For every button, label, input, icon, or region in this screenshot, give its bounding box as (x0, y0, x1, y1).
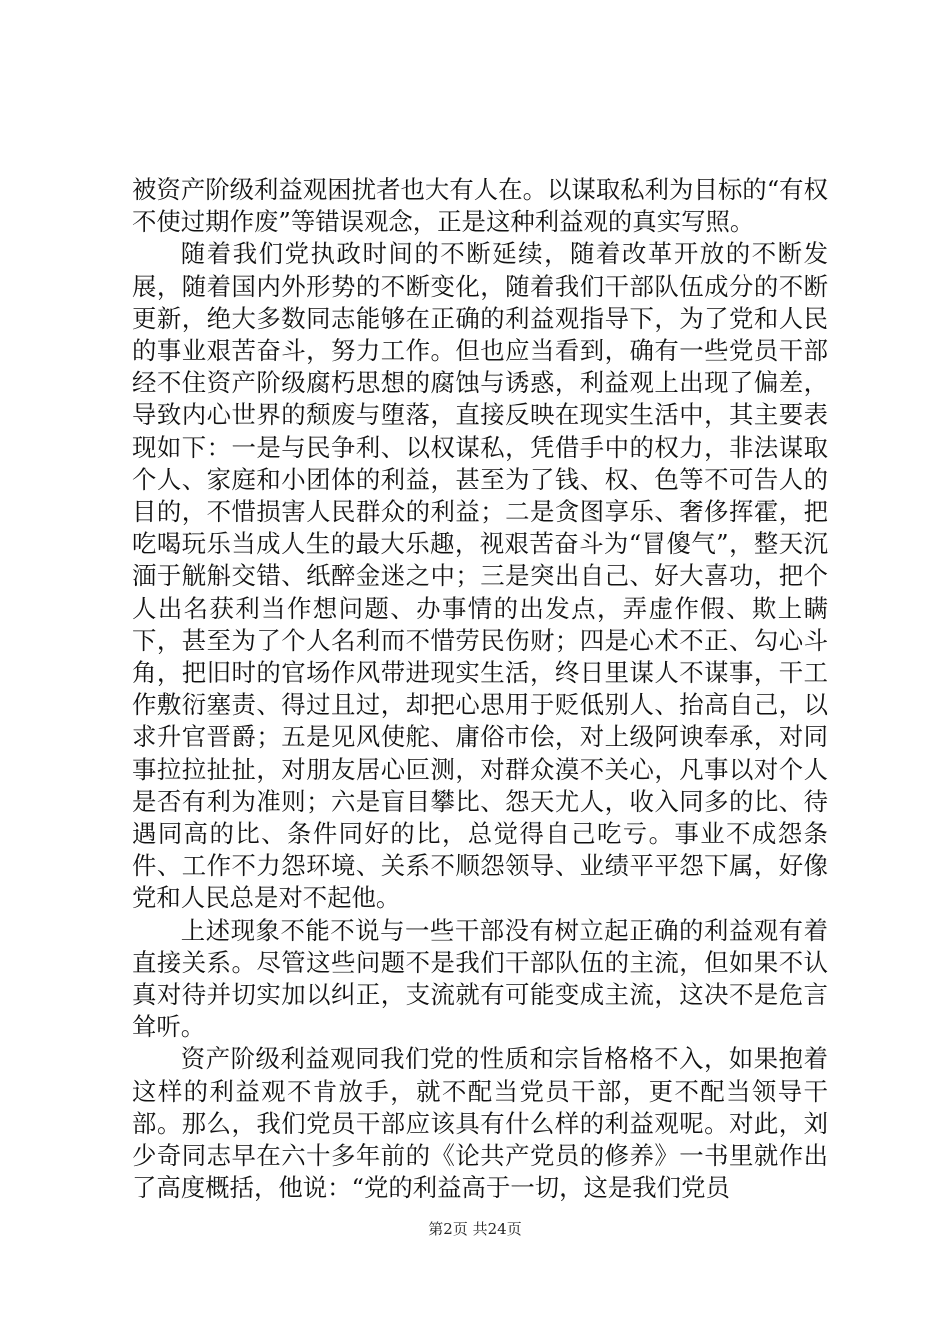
paragraph-1: 被资产阶级利益观困扰者也大有人在。以谋取私利为目标的“有权不使过期作废”等错误观念，正是这种利益观的真实写照。 (132, 175, 828, 237)
paragraph-2: 随着我们党执政时间的不断延续，随着改革开放的不断发展，随着国内外形势的不断变化，随着我们干部队伍成分的不断更新，绝大多数同志能够在正确的利益观指导下，为了党和人民的事业艰苦奋斗，努力工作。但也应当看到，确有一些党员干部经不住资产阶级腐朽思想的腐蚀与诱惑，利益观上出现了偏差，导致内心世界的颓废与堕落，直接反映在现实生活中，其主要表现如下：一是与民争利、以权谋私，凭借手中的权力，非法谋取个人、家庭和小团体的利益，甚至为了钱、权、色等不可告人的目的，不惜损害人民群众的利益；二是贪图享乐、奢侈挥霍，把吃喝玩乐当成人生的最大乐趣，视艰苦奋斗为“冒傻气”，整天沉湎于觥斛交错、纸醉金迷之中；三是突出自己、好大喜功，把个人出名获利当作想问题、办事情的出发点，弄虚作假、欺上瞒下，甚至为了个人名利而不惜劳民伤财；四是心术不正、勾心斗角，把旧时的官场作风带进现实生活，终日里谋人不谋事，干工作敷衍塞责、得过且过，却把心思用于贬低别人、抬高自己，以求升官晋爵；五是见风使舵、庸俗市侩，对上级阿谀奉承，对同事拉拉扯扯，对朋友居心叵测，对群众漠不关心，凡事以对个人是否有利为准则；六是盲目攀比、怨天尤人，收入同多的比、待遇同高的比、条件同好的比，总觉得自己吃亏。事业不成怨条件、工作不力怨环境、关系不顺怨领导、业绩平平怨下属，好像党和人民总是对不起他。 (132, 239, 828, 913)
paragraph-3: 上述现象不能不说与一些干部没有树立起正确的利益观有着直接关系。尽管这些问题不是我们干部队伍的主流，但如果不认真对待并切实加以纠正，支流就有可能变成主流，这决不是危言耸听。 (132, 915, 828, 1042)
page-footer: 第2页 共24页 (428, 1220, 522, 1238)
paragraph-4: 资产阶级利益观同我们党的性质和宗旨格格不入，如果抱着这样的利益观不肯放手，就不配当党员干部，更不配当领导干部。那么，我们党员干部应该具有什么样的利益观呢。对此，刘少奇同志早在六十多年前的《论共产党员的修养》一书里就作出了高度概括，他说：“党的利益高于一切，这是我们党员 (132, 1044, 828, 1203)
document-body (132, 174, 828, 1205)
